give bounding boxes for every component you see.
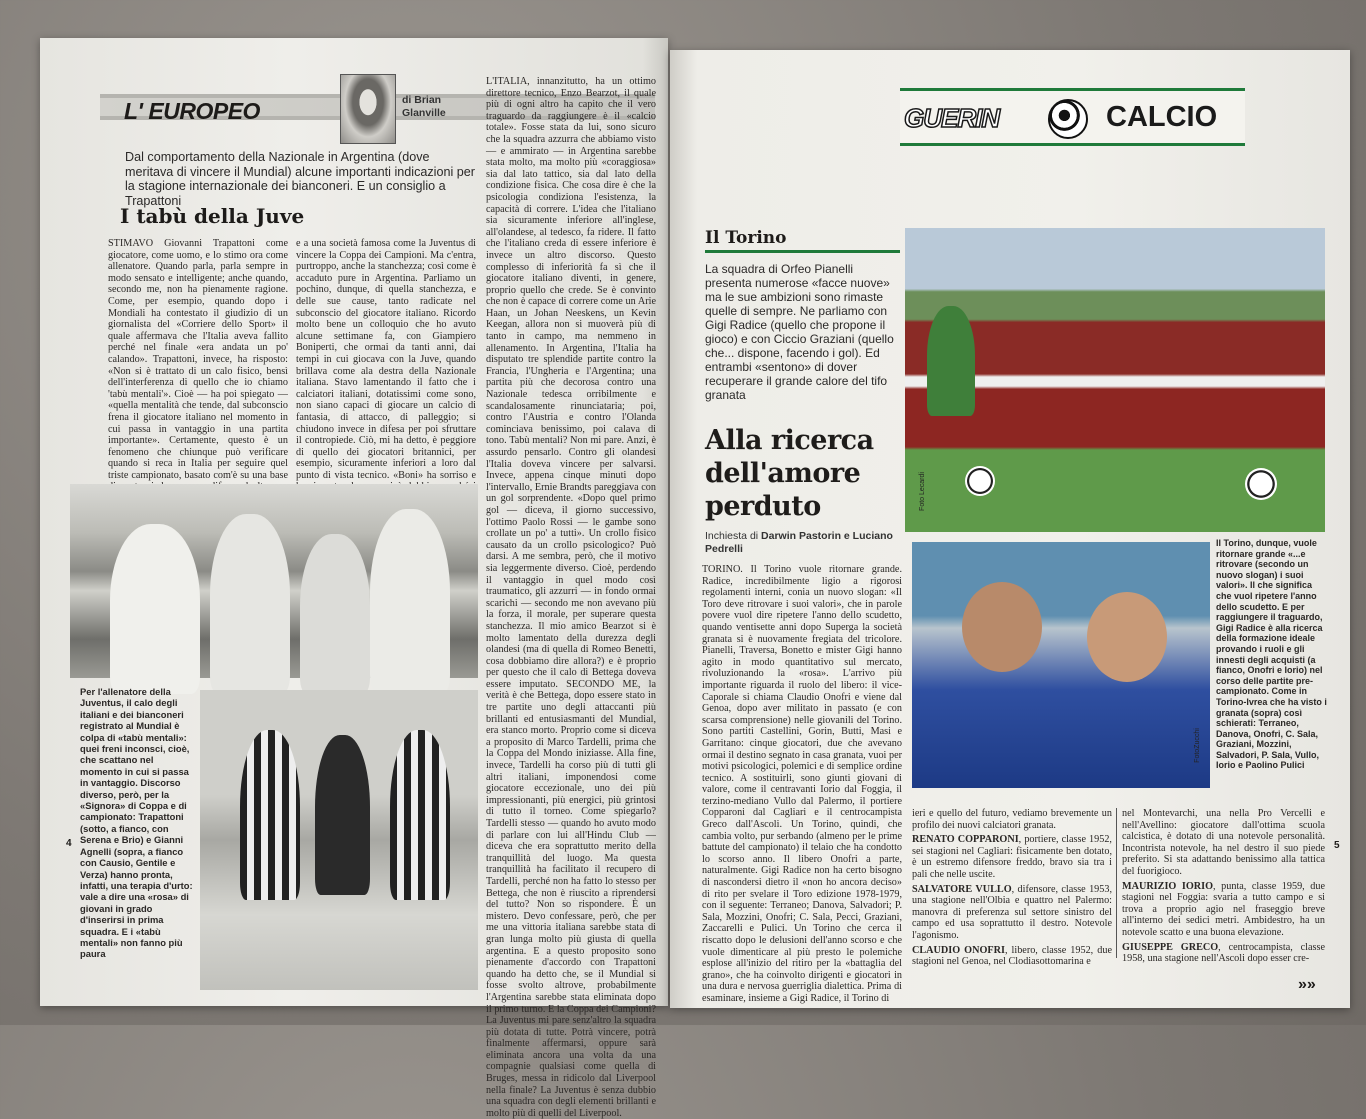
logo-guerin: GUERIN: [904, 103, 1000, 133]
photo-onofri-iorio: [912, 542, 1210, 788]
profiles-column-2: [1122, 808, 1325, 968]
page-number: 4: [66, 838, 72, 849]
right-page: [670, 50, 1350, 1008]
article-body: TORINO. Il Torino vuole ritornare grande. Radice, incredibilmente ligio a rigorosi regolamenti interni, conia un nuovo slogan: «Il Toro deve ritrovare i suoi valori», che in parole povere vuol dire ripetere l'anno dello scudetto, quando ventisette anni dopo Superga la società granata si è nuovamente fregiata del tricolore. Pianelli, Traversa, Bonetto e mister Gigi hanno agito in modo quantitativo sul mercato, rivoluzionando la «rosa». L'arrivo più importante riguarda il ruolo del libero: il vice-Caporale si chiama Claudio Onofri e viene dal Genoa, dopo aver militato in passato (e con scarsa comprensione) nelle giovanili del Torino. Sono partiti Castellini, Gorin, Butti, Masi e Garritano: cinque giocatori, due che avevano ormai il destino segnato in casa granata, vuoi per motivi psicologici, polemici e di semplice ordine tecnico. A sostituirli, sono giunti giovani di valore, come il centravanti Iorio dal Foggia, il terzino-mediano Vullo dal Palermo, il portiere Copparoni dal Cagliari e il centrocampista Greco dall'Ascoli. Un Torino, quindi, che cambia volto, pur serbando (almeno per le prime battute del campionato) il telaio che ha condotto lo scorso anno. Il libero Onofri a parte, naturalmente. Gigi Radice non ha certo bisogno di nascondersi dietro il «non ho ancora deciso» di rito per svelare il Toro edizione 1978-1979, con il seguente: Terraneo; Danova, Salvadori; P. Sala, Mozzini, Onofri; C. Sala, Pecci, Graziani, Zaccarelli e Pulici. Un Torino che cerca il riscatto dopo le delusioni dell'anno scorso e che vuole dimenticare al più presto le polemiche esplose all'inizio del ritiro per la «battaglia del grano», che ha coinvolto dirigenti e giocatori in una dura e nervosa guerriglia dialettica. Prima di esaminare, insieme a Gigi Radice, il Torino di: [702, 564, 902, 1004]
byline: [705, 530, 895, 556]
photo-agnelli-players: [70, 484, 478, 678]
profile-entry: MAURIZIO IORIO, punta, classe 1959, due stagioni nel Foggia: svaria a tutto campo e si trova a proprio agio nel fraseggio breve all'interno dei sedici metri. Ambidestro, ha un notevole scatto e una buona elevazione.: [1122, 880, 1325, 938]
profile-entry: CLAUDIO ONOFRI, libero, classe 1952, due stagioni nel Genoa, nel Clodiasottomarina e: [912, 944, 1112, 968]
left-page: [40, 38, 668, 1119]
headline: I tabù della Juve: [120, 204, 305, 228]
profile-entry: RENATO COPPARONI, portiere, classe 1952, sei stagioni nel Cagliari: fisicamente ben dotato, è un estremo difensore freddo, bravo sia tra i pali che nelle uscite.: [912, 834, 1112, 880]
article-column-3: L'ITALIA, innanzitutto, ha un ottimo direttore tecnico, Enzo Bearzot, il quale più di ogni altro ha capito che il vero traguardo da raggiungere è il «calcio totale». Fosse stata da lui, sono sicuro che la squadra azzurra che abbiamo visto — e ammirato — in Argentina sarebbe stata molto, ma molto più «coraggiosa» sia dal lato tattico, sia dal lato della condizione fisica. Che cosa dire è che la psicologia condiziona l'esistenza, la capacità di correre. L'idea che l'italiano sia sicuramente inferiore all'inglese, all'olandese, al tedesco, fa ridere. Il fatto che l'italiano creda di essere inferiore è invece un altro discorso. Questo complesso di inferiorità fa sì che il giocatore italiano diventi, in genere, proprio quello che crede. Se è convinto che non è capace di correre come un Arie Haan, un Johan Neeskens, un Kevin Keegan, allora non si muoverà più di tanto in campo, ma nemmeno in allenamento. In Argentina, l'Italia ha disputato tre splendide partite contro la Francia, l'Ungheria e l'Argentina; una partita più che decorosa contro una Nazionale tedesca orribilmente e scandalosamente rinunciataria; poi, contro l'Austria e contro l'Olanda cominciava benissimo, poi calava di tono. Tabù mentali? Non mi pare. Anzi, è assurdo pensarlo. Contro gli olandesi l'Italia doveva vincere per salvarsi. Invece, appena cinque minuti dopo l'intervallo, Ernie Brandts pareggiava con un gol sorprendente. «Dopo quel primo gol — diceva, il giorno successivo, l'ottimo Paolo Rossi — le gambe sono crollate un po' a tutti». Un crollo fisico causato da un crollo psicologico? Può darsi. A me sembra, però, che il motivo sia leggermente diverso. Cioè, perdendo il vantaggio in quel modo così traumatico, gli azzurri — in fondo ormai scarichi — secondo me non avevano più la forza, il morale, per superare questa stanchezza. Il mio amico Bearzot si è molto lamentato della durezza degli olandesi (ma di quella di Romeo Benetti, cosa dobbiamo dire allora?) e è proprio per questo che il calo di Bettega doveva essere imputato. SECONDO ME, la verità è che Bettega, dopo essere stato in tre partite uno degli attaccanti più brillanti ed entusiasmanti del Mundial, era stanco morto. Proprio come si diceva a proposito di Marco Tardelli, prima che la Coppa del Mondo iniziasse. Alla fine, invece, Tardelli ha corso più di tutti gli altri italiani, imponendosi come giocatore eccezionale, uno dei più impressionanti, più energici, più grintosi di tutto il torneo. Come spiegarlo? Tardelli stesso — quando ho avuto modo di parlare con lui all'Hindu Club — diceva che era soprattutto merito della tranquillità del luogo. Ma questa tranquillità ha facilitato il recupero di Tardelli, perché non ha fatto lo stesso per Bettega, che non è riuscito a riprendersi del tutto? Non so rispondere. È un mistero. Devo confessare, però, che per me una vittoria italiana sarebbe stata di gran lunga molto più giusta di quella argentina. E a questo proposito sono pienamente d'accordo con Trapattoni quando ha detto che, se il Mundial si fosse svolto altrove, probabilmente l'Argentina sarebbe stata eliminata dopo il primo turno. E la Coppa dei Campioni? La Juventus mi pare senz'altro la squadra più dotata di tutte. Potrà vincere, potrà finalmente affermarsi, oppure sarà eliminata ancora una volta da una compagnie qualsiasi come quella di Bruges, messa in ridicolo dal Liverpool nella finale? La Juventus è senza dubbio una squadra con degli elementi brillanti e molto più di quelli del Liverpool.: [486, 76, 656, 1119]
photo-trapattoni-training: [200, 690, 478, 990]
author-byline: di Brian Glanville: [402, 94, 446, 119]
photo-torino-team: [905, 228, 1325, 532]
intro-text: La squadra di Orfeo Pianelli presenta numerose «facce nuove» ma le sue ambizioni sono rimaste quelle di sempre. Ne parliamo con Gigi Radice (quello che propone il gioco) e con Ciccio Graziani (quello che... dispone, facendo i gol). Ed entrambi «sentono» di dover recuperare il grande calore del tifo granata: [705, 262, 894, 402]
author-portrait: [340, 74, 396, 144]
profile-entry: ieri e quello del futuro, vediamo brevemente un profilo dei nuovi calciatori granata.: [912, 808, 1112, 831]
byline-prefix: Inchiesta di: [705, 530, 759, 542]
headline: Alla ricerca dell'amore perduto: [705, 425, 874, 522]
photo-credit: FotoZucchi: [1193, 728, 1201, 763]
intro-text: Dal comportamento della Nazionale in Argentina (dove meritava di vincere il Mundial) alcune importanti indicazioni per la stagione internazionale dei bianconeri. E un consiglio a Trapattoni: [125, 150, 475, 208]
byline-authors: Darwin Pastorin e Luciano Pedrelli: [705, 530, 893, 555]
article-column-2: e a una società famosa come la Juventus di vincere la Coppa dei Campioni. Ma c'entra, purtroppo, anche la stanchezza; così come è accaduto pure in Argentina. Parliamo un pochino, dunque, di quella stanchezza, e delle sue cause, tanto radicate nel subconscio del giocatore italiano. Ricordo molto bene un colloquio che ho avuto alcune settimane fa, con Giampiero Boniperti, che ormai da tanti anni, dai tempi in cui giocava con la Juve, quando brillava come ala destra della Nazionale italiana. Stavo lamentando il fatto che i calciatori italiani, dotatissimi come sono, non siano capaci di giocare un calcio di fantasia, di attacco, di palleggio; si chiudono invece in difesa per poi sfruttare il contropiede. Ciò, mi ha detto, è peggiore di quello dei giocatori britannici, per esempio, sicuramente inferiori a loro dal punto di vista tecnico. «Boni» ha sorriso e: [296, 238, 476, 481]
column-divider: [1116, 808, 1117, 958]
continue-arrow-icon: »»: [1298, 976, 1316, 993]
page-number: 5: [1334, 840, 1340, 851]
photo-caption: Il Torino, dunque, vuole ritornare grande «...e ritrovare (secondo un nuovo slogan) i suoi valori». Il che significa che vuol ripetere l'anno dello scudetto. E per raggiungere il traguardo, Gigi Radice è alla ricerca della formazione ideale provando i ruoli e gli innesti degli acquisti (a fianco, Onofri e Iorio) nel corso delle partite pre-campionato. Come in Torino-Ivrea che ha visto i granata (sopra) così schierati: Terraneo, Danova, Onofri, C. Sala, Graziani, Mozzini, Salvadori, P. Sala, Vullo, Iorio e Paolino Pulici: [1216, 538, 1327, 771]
photo-credit: Foto Lecardi: [918, 472, 926, 511]
profile-entry: nel Montevarchi, una nella Pro Vercelli e nell'Avellino: giocatore dall'ottima scuola calcistica, è dotato di una notevole personalità. Incontrista notevole, ha nel destro il suo piede preferito. Si sta adattando benissimo alla tattica del fuorigioco.: [1122, 808, 1325, 877]
logo-calcio: CALCIO: [1106, 101, 1218, 133]
profile-entry: GIUSEPPE GRECO, centrocampista, classe 1958, una stagione nell'Ascoli dopo esser cre-: [1122, 941, 1325, 965]
magazine-logo: [900, 88, 1245, 146]
section-kicker: Il Torino: [705, 228, 900, 253]
section-title: L' EUROPEO: [124, 98, 260, 124]
profiles-column-1: [912, 808, 1112, 968]
article-column-1: STIMAVO Giovanni Trapattoni come giocatore, come uomo, e lo stimo ora come allenatore. Quando parla, parla sempre in modo sensato e intelligente; anche quando, secondo me, non ha pienamente ragione. Come, per esempio, quando dopo i Mondiali ha contestato il giudizio di un giornalista del «Corriere dello Sport» il quale affermava che l'Italia aveva fallito perché nel finale «era andata un po' calando». Trapattoni, invece, ha risposto: «Non si è trattato di un calo fisico, bensì dell'interferenza di quello che io chiamo 'tabù mentali'». Cioè — ha poi spiegato — «quella mentalità che tende, dal subconscio frena il giocatore italiano nel momento in cui passa in vantaggio in una partita importante». Certamente, questo è un fenomeno che chiunque può verificare quando si reca in Italia per seguire quel triste campionato, basato com'è su una base: [108, 238, 288, 481]
profile-entry: SALVATORE VULLO, difensore, classe 1953, una stagione nell'Olbia e quattro nel Palermo: manovra di preferenza sul settore sinistro del campo ed usa soprattutto il destro. Notevole l'agonismo.: [912, 883, 1112, 941]
photo-caption: Per l'allenatore della Juventus, il calo degli italiani e dei bianconeri registrato al Mundial è colpa di «tabù mentali»: quei freni inconsci, cioè, che scattano nel momento in cui si passa in vantaggio. Discorso diverso, però, per la «Signora» di Coppa e di campionato: Trapattoni (sotto, a fianco, con Serena e Brio) e Gianni Agnelli (sopra, a fianco con Causio, Gentile e Verza) hanno pronta, infatti, una terapia d'urto: vale a dire una «rosa» di giovani in grado d'inserirsi in prima squadra. E i «tabù mentali» non fanno più paura: [80, 686, 193, 960]
soccer-ball-icon: [1048, 99, 1088, 139]
